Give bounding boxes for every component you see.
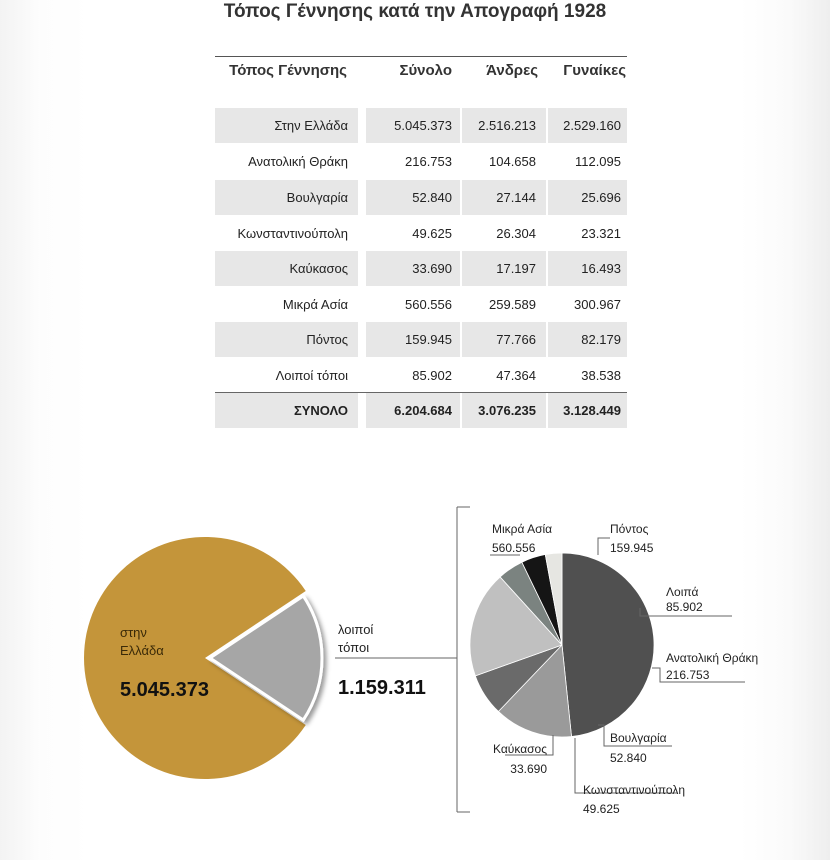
row-women: 16.493 [548,251,627,286]
value-ανατολική-θράκη: 216.753 [666,668,710,682]
row-total: 560.556 [405,297,452,312]
row-place: Μικρά Ασία [282,297,348,312]
row-men: 47.364 [496,368,536,383]
row-place: Κωνσταντινούπολη [237,226,348,241]
row-men: 27.144 [462,180,546,215]
value-κωνσταντινούπολη: 49.625 [583,802,620,816]
row-place: Καύκασος [215,251,358,286]
label-στην-ελλάδα: στην [120,625,147,640]
total-women: 3.128.449 [548,393,627,428]
value-λοιπά: 85.902 [666,600,703,614]
value-λοιποί-τόποι: 1.159.311 [338,677,426,699]
row-place: Στην Ελλάδα [215,108,358,143]
row-total: 5.045.373 [366,108,460,143]
row-place: Λοιποί τόποι [275,368,348,383]
value-μικρά-ασία: 560.556 [492,541,536,555]
row-place: Πόντος [215,322,358,357]
row-total: 85.902 [412,368,452,383]
row-men: 26.304 [496,226,536,241]
header-birthplace: Τόπος Γέννησης [229,62,347,79]
row-total: 33.690 [366,251,460,286]
pie-slice-μικρά-ασία [562,553,654,737]
header-total: Σύνολο [399,62,452,79]
row-place: Βουλγαρία [215,180,358,215]
row-total: 49.625 [412,226,452,241]
row-women: 38.538 [581,368,621,383]
value-βουλγαρία: 52.840 [610,751,647,765]
row-women: 2.529.160 [548,108,627,143]
value-καύκασος: 33.690 [510,762,547,776]
value-στην-ελλάδα: 5.045.373 [120,679,209,701]
label-βουλγαρία: Βουλγαρία [610,731,667,745]
row-men: 104.658 [489,154,536,169]
row-women: 25.696 [548,180,627,215]
row-men: 17.197 [462,251,546,286]
row-men: 77.766 [462,322,546,357]
label-λοιποί-τόποι: τόποι [338,640,370,655]
label-λοιποί-τόποι: λοιποί [338,622,374,637]
row-men: 259.589 [489,297,536,312]
label-στην-ελλάδα: Ελλάδα [120,643,164,658]
chart-title: Τόπος Γέννησης κατά την Απογραφή 1928 [223,1,607,22]
label-καύκασος: Καύκασος [492,742,547,756]
header-men: Άνδρες [486,62,538,79]
total-label: ΣΥΝΟΛΟ [215,393,358,428]
row-place: Ανατολική Θράκη [248,154,348,169]
row-women: 300.967 [574,297,621,312]
row-men: 2.516.213 [462,108,546,143]
row-women: 112.095 [574,154,621,169]
header-women: Γυναίκες [563,62,626,79]
label-πόντος: Πόντος [610,522,649,536]
label-μικρά-ασία: Μικρά Ασία [492,522,553,536]
total-sum: 6.204.684 [366,393,460,428]
row-total: 216.753 [405,154,452,169]
row-women: 82.179 [548,322,627,357]
row-total: 159.945 [366,322,460,357]
total-men: 3.076.235 [462,393,546,428]
label-ανατολική-θράκη: Ανατολική Θράκη [666,651,759,665]
leader-line [598,538,610,555]
value-πόντος: 159.945 [610,541,654,555]
label-λοιπά: Λοιπά [666,585,699,599]
row-total: 52.840 [366,180,460,215]
label-κωνσταντινούπολη: Κωνσταντινούπολη [583,783,686,797]
row-women: 23.321 [581,226,621,241]
